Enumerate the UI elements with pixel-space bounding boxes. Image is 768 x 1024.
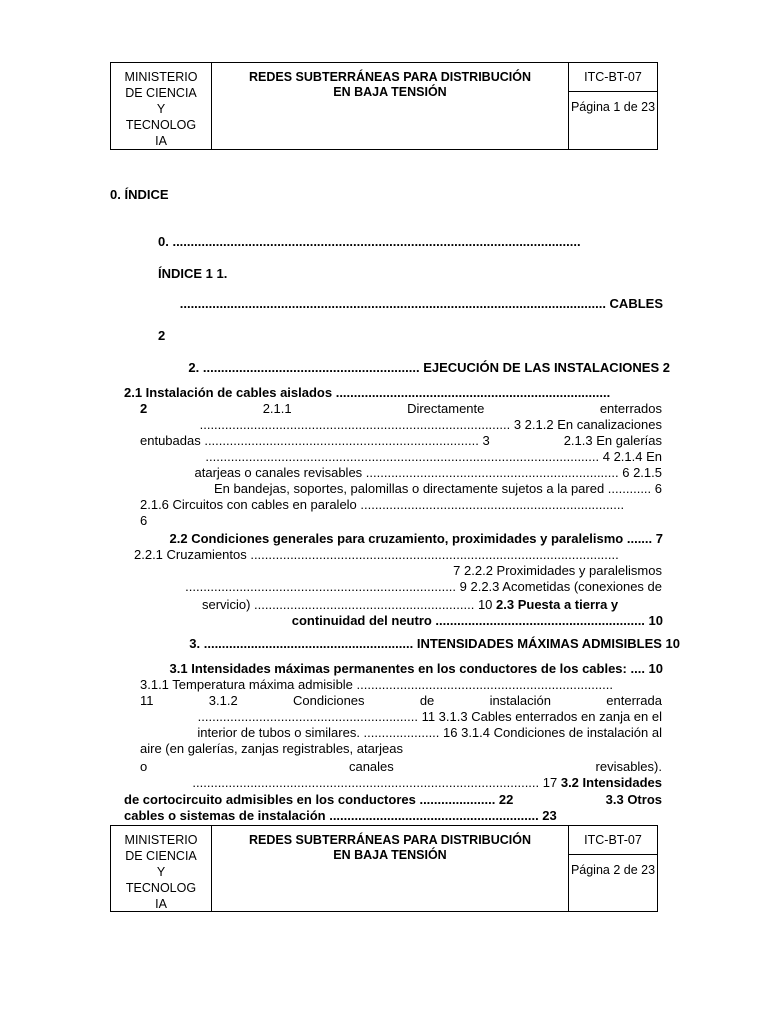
org-line: IA xyxy=(155,897,167,911)
toc-line xyxy=(124,792,662,808)
toc-line xyxy=(202,597,618,613)
page-header-2 xyxy=(110,825,658,912)
toc-line: cables o sistemas de instalación .......................................................... 23 xyxy=(124,808,557,823)
toc-word: instalación xyxy=(489,693,551,708)
toc-line xyxy=(140,433,662,449)
toc-line: En bandejas, soportes, palomillas o directamente sujetos a la pared ............ 6 xyxy=(213,481,662,496)
title-line-2: EN BAJA TENSIÓN xyxy=(333,848,447,862)
toc-word: revisables). xyxy=(595,759,662,774)
title-line-1: REDES SUBTERRÁNEAS PARA DISTRIBUCIÓN xyxy=(249,70,531,84)
toc-line: aire (en galerías, zanjas registrables, atarjeas xyxy=(140,741,404,756)
toc-word: enterrada xyxy=(606,693,662,708)
toc-word: canales xyxy=(348,759,394,774)
org-line: MINISTERIO xyxy=(124,70,198,84)
toc-line: 3. .......................................................... INTENSIDADES MÁXIMAS ADMISIBLES 10 xyxy=(189,636,680,651)
toc-line xyxy=(124,775,662,791)
toc-word: 3.1.2 xyxy=(208,693,238,708)
toc-text: 3.2 Intensidades xyxy=(560,775,662,790)
toc-line xyxy=(140,759,662,775)
toc-line: 2.2 Condiciones generales para cruzamiento, proximidades y paralelismo ....... 7 xyxy=(169,531,663,546)
org-line: DE CIENCIA xyxy=(125,86,197,100)
toc-line: atarjeas o canales revisables ...................................................................... 6 2.1.5 xyxy=(194,465,662,480)
toc-line xyxy=(140,401,662,417)
toc-line: ÍNDICE 1 1. xyxy=(158,266,228,281)
ministry-cell xyxy=(111,826,212,911)
page-header-1 xyxy=(110,62,658,150)
org-line: TECNOLOG xyxy=(125,118,197,132)
toc-page: 2 xyxy=(140,401,148,416)
toc-word: 11 xyxy=(140,693,154,708)
toc-text: entubadas ............................................................................ 3 xyxy=(140,433,490,448)
document-title xyxy=(212,63,569,149)
toc-line: 6 xyxy=(140,513,148,528)
toc-line: ...................................................................................... 3 2.1.2 En canalizaciones xyxy=(199,417,662,432)
ministry-cell xyxy=(111,63,212,149)
page-number: Página 2 de 23 xyxy=(570,863,656,877)
toc-text: 3.3 Otros xyxy=(605,792,662,807)
org-line: DE CIENCIA xyxy=(125,849,197,863)
toc-text: de cortocircuito admisibles en los conductores ..................... 22 xyxy=(124,792,514,807)
toc-line: 2. ............................................................ EJECUCIÓN DE LAS INSTALACIONES 2 xyxy=(188,360,670,375)
toc-word: o xyxy=(140,759,148,774)
toc-text: ................................................................................................ 17 xyxy=(192,775,558,790)
document-code: ITC-BT-07 xyxy=(569,826,657,855)
toc-line: continuidad del neutro .......................................................... 10 xyxy=(291,613,663,628)
org-line: Y xyxy=(156,102,166,116)
toc-word: Condiciones xyxy=(292,693,365,708)
title-line-2: EN BAJA TENSIÓN xyxy=(333,85,447,99)
toc-word: Directamente xyxy=(407,401,485,416)
toc-word: de xyxy=(419,693,435,708)
toc-text: 2.1.3 En galerías xyxy=(563,433,662,448)
document-title xyxy=(212,826,569,911)
toc-line: interior de tubos o similares. ..................... 16 3.1.4 Condiciones de instalación al xyxy=(197,725,662,740)
toc-text: 2.3 Puesta a tierra y xyxy=(496,597,619,612)
toc-line: 2.1 Instalación de cables aislados ............................................................................ xyxy=(124,385,611,400)
document-code: ITC-BT-07 xyxy=(569,63,657,92)
toc-line xyxy=(140,693,662,709)
toc-word: 2.1.1 xyxy=(262,401,292,416)
toc-line: 2 xyxy=(158,328,166,343)
code-cell xyxy=(569,826,657,911)
code-cell xyxy=(569,63,657,149)
toc-line: 2.2.1 Cruzamientos ...................................................................................................... xyxy=(134,547,619,562)
toc-line: ............................................................................................................. 4 2.1.4 En xyxy=(205,449,662,464)
section-title: 0. ÍNDICE xyxy=(110,187,169,202)
page-number: Página 1 de 23 xyxy=(570,100,656,114)
toc-line: ............................................................. 11 3.1.3 Cables enterrados en zanja en el xyxy=(197,709,662,724)
toc-line: 7 2.2.2 Proximidades y paralelismos xyxy=(453,563,662,578)
toc-line: 0. ................................................................................................................. xyxy=(158,234,581,249)
toc-line: ........................................................................... 9 2.2.3 Acometidas (conexiones de xyxy=(185,579,662,594)
toc-line: 3.1.1 Temperatura máxima admisible ....................................................................... xyxy=(140,677,613,692)
toc-line: 2.1.6 Circuitos con cables en paralelo ......................................................................... xyxy=(140,497,625,512)
org-line: IA xyxy=(155,134,167,148)
toc-line: 3.1 Intensidades máximas permanentes en los conductores de los cables: .... 10 xyxy=(169,661,663,676)
org-line: TECNOLOG xyxy=(125,881,197,895)
title-line-1: REDES SUBTERRÁNEAS PARA DISTRIBUCIÓN xyxy=(249,833,531,847)
org-line: MINISTERIO xyxy=(124,833,198,847)
toc-word: enterrados xyxy=(599,401,662,416)
toc-line: ...................................................................................................................... CABLES xyxy=(179,296,663,311)
toc-text: servicio) ............................................................. 10 xyxy=(202,597,493,612)
org-line: Y xyxy=(156,865,166,879)
